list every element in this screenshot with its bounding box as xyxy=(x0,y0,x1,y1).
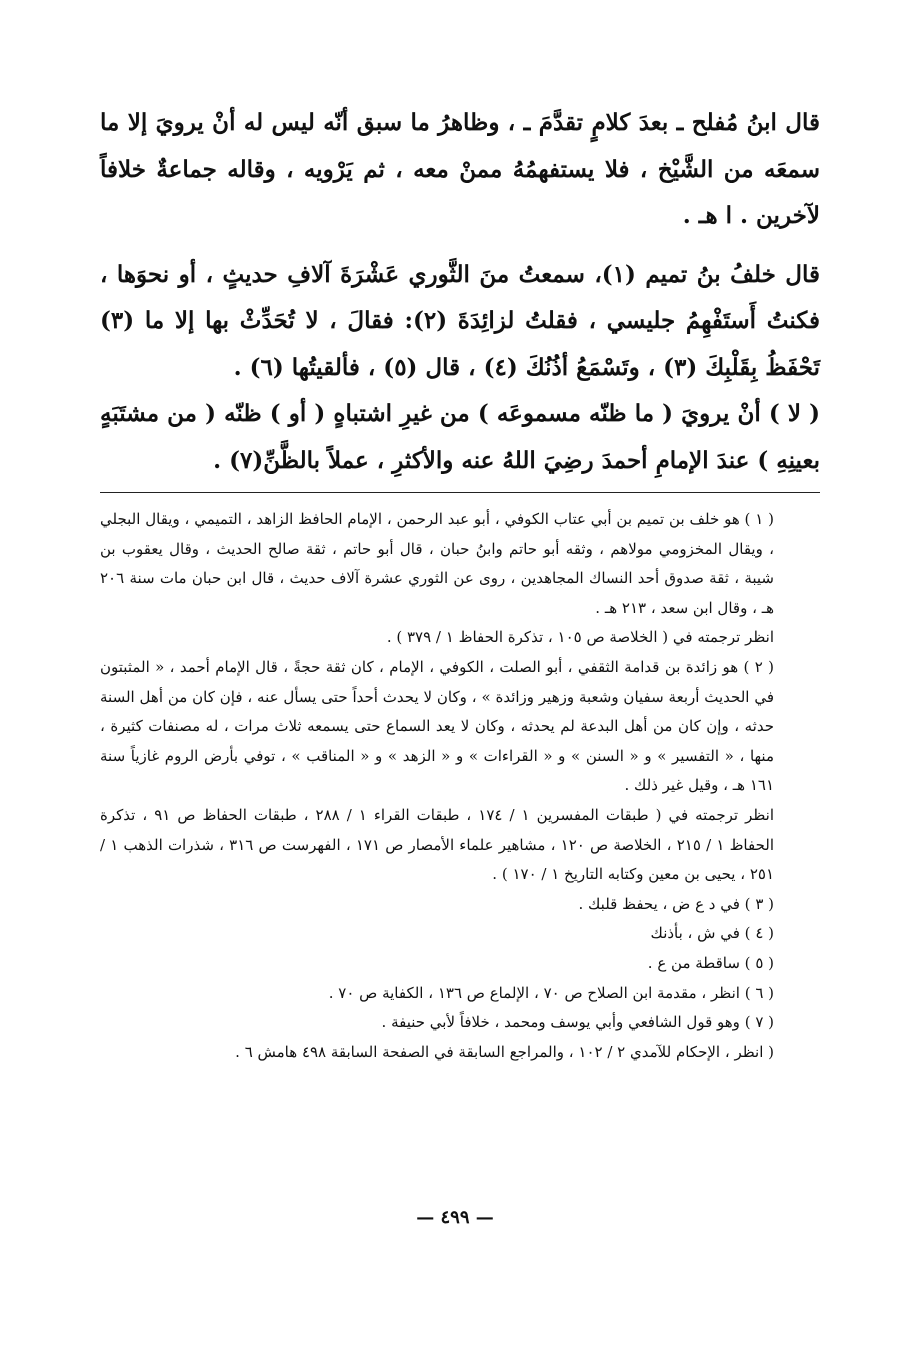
footnote-1-references: انظر ترجمته في ( الخلاصة ص ١٠٥ ، تذكرة الحفاظ ١ / ٣٧٩ ) . xyxy=(386,628,774,647)
footnote-4: ( ٤ ) في ش ، بأذنك xyxy=(650,924,774,943)
main-paragraph-1: قال ابنُ مُفلح ـ بعدَ كلامٍ تقدَّمَ ـ ، وظاهرُ ما سبق أنّه ليس له أنْ يرويَ إلا ما سمعَه من الشَّيْخ ، فلا يستفهمُهُ ممنْ معه ، ثم يَرْويه ، وقاله جماعةٌ خلافاً لآخرين . ا هـ . xyxy=(100,109,820,229)
footnote-1: ( ١ ) هو خلف بن تميم بن أبي عتاب الكوفي ، أبو عبد الرحمن ، الإمام الحافظ الزاهد ، التميمي ، ويقال البجلي ، ويقال المخزومي مولاهم ، وثقه أبو حاتم وابنُ حبان ، قال أبو حاتم ، ثقة صالح الحديث ، وقال يعقوب بن شيبة ، ثقة صدوق أحد النساك المجاهدين ، روى عن الثوري عشرة آلاف حديث ، قال ابن حبان مات سنة ٢٠٦ هـ ، وقال ابن سعد ، ٢١٣ هـ . xyxy=(100,510,774,617)
page-number: — ٤٩٩ — xyxy=(416,1207,494,1228)
footnote-7-references: ( انظر ، الإحكام للآمدي ٢ / ١٠٢ ، والمراجع السابقة في الصفحة السابقة ٤٩٨ هامش ٦ . xyxy=(235,1042,774,1061)
footnote-5: ( ٥ ) ساقطة من ع . xyxy=(647,953,774,972)
footnote-3: ( ٣ ) في د ع ض ، يحفظ قلبك . xyxy=(578,894,774,913)
main-paragraph-3: ( لا ) أنْ يرويَ ( ما ظنّه مسموعَه ) من غيرِ اشتباهٍ ( أو ) ظنّه ( من مشتَبَهٍ بعينِهِ ) عندَ الإمامِ أحمدَ رضِيَ اللهُ عنه والأكثرِ ، عملاً بالظَّنِّ(٧) . xyxy=(100,400,820,474)
footnotes xyxy=(100,505,820,1067)
footnote-2-references: انظر ترجمته في ( طبقات المفسرين ١ / ١٧٤ ، طبقات القراء ١ / ٢٨٨ ، طبقات الحفاظ ص ٩١ ، تذكرة الحفاظ ١ / ٢١٥ ، الخلاصة ص ١٢٠ ، مشاهير علماء الأمصار ص ١٧١ ، الفهرست ص ٣١٦ ، شذرات الذهب ١ / ٢٥١ ، يحيى بن معين وكتابه التاريخ ١ / ١٧٠ ) . xyxy=(100,805,775,884)
footnote-6: ( ٦ ) انظر ، مقدمة ابن الصلاح ص ٧٠ ، الإلماع ص ١٣٦ ، الكفاية ص ٧٠ . xyxy=(328,983,774,1002)
main-text xyxy=(100,100,820,484)
main-paragraph-2: قال خلفُ بنُ تميم (١)، سمعتُ منَ الثَّوري عَشْرَةَ آلافِ حديثٍ ، أو نحوَها ، فكنتُ أَستَفْهِمُ جليسي ، فقلتُ لزائِدَةَ (٢): فقالَ ، لا تُحَدِّثْ بها إلا ما (٣) تَحْفَظُ بِقَلْبِكَ (٣) ، وتَسْمَعُ أذُنُكَ (٤) ، قال (٥) ، فألقيتُها (٦) . xyxy=(100,260,820,381)
footnote-divider xyxy=(100,492,820,493)
footnote-7: ( ٧ ) وهو قول الشافعي وأبي يوسف ومحمد ، خلافاً لأبي حنيفة . xyxy=(381,1013,774,1032)
footnote-2: ( ٢ ) هو زائدة بن قدامة الثقفي ، أبو الصلت ، الكوفي ، الإمام ، كان ثقة حجةً ، قال الإمام أحمد ، « المثبتون في الحديث أربعة سفيان وشعبة وزهير وزائدة » ، وكان لا يحدث أحداً حتى يسأل عنه ، فإن كان من أهل السنة حدثه ، وإن كان من أهل البدعة لم يحدثه ، وكان لا يعد السماع حتى يسمعه ثلاث مرات ، له مصنفات كثيرة ، منها ، « التفسير » و « السنن » و « القراءات » و « الزهد » و « المناقب » ، توفي بأرض الروم غازياً سنة ١٦١ هـ ، وقيل غير ذلك . xyxy=(100,657,774,795)
